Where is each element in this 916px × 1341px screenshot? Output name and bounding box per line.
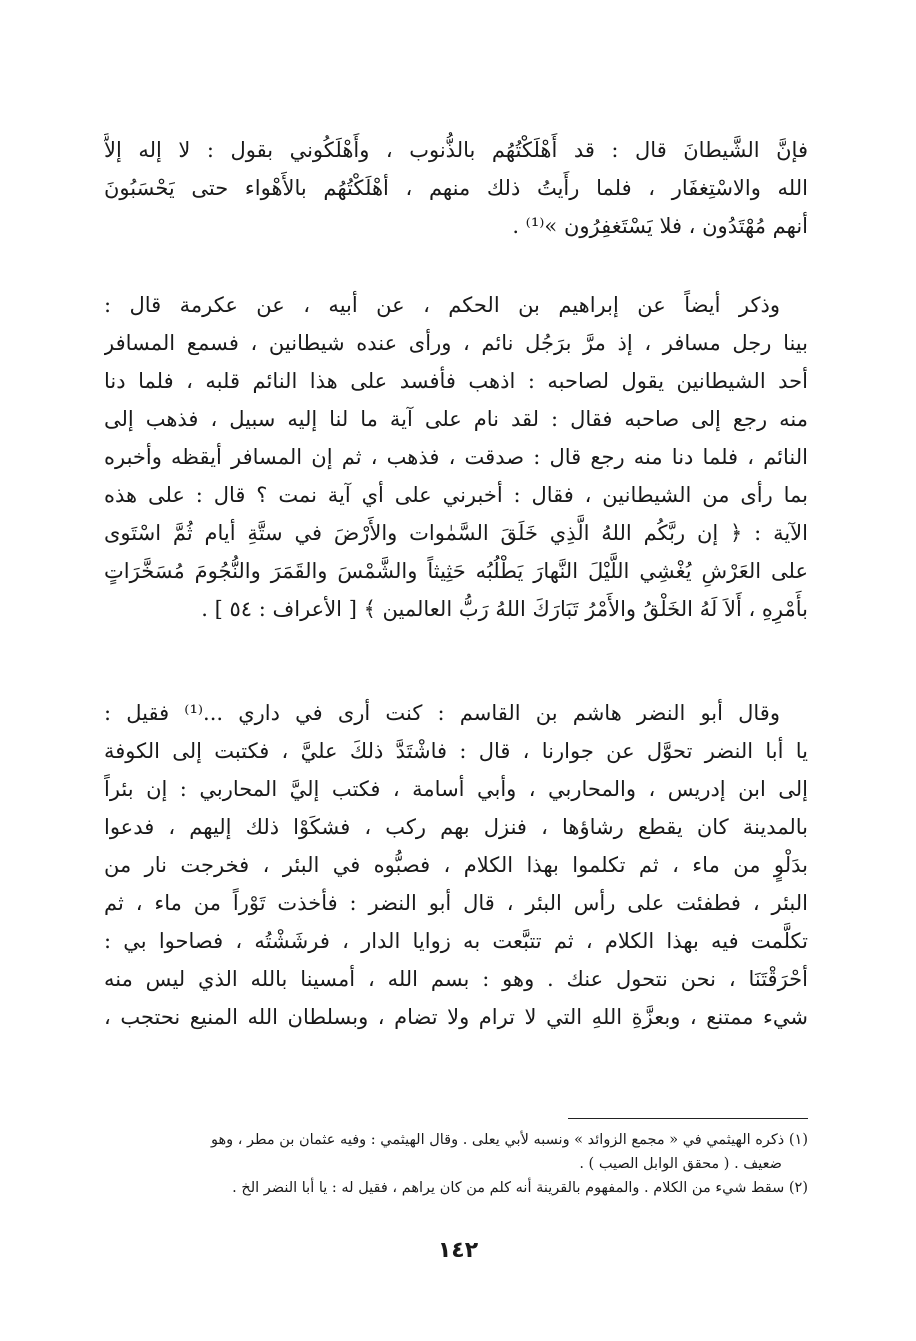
quran-verse-line: على العَرْشِ يُغْشِي اللَّيْلَ النَّهارَ يَطْلُبُه حَثِيثاً والشَّمْسَ والقَمَرَ والنُّجُومَ مُسَخَّرَاتٍ [104,559,808,583]
page-number: ١٤٢ [437,1238,479,1263]
quran-verse-line: الآية : ﴿ إن ربَّكُم اللهُ الَّذِي خَلَقَ السَّمٰوات والأَرْضَ في ستَّةِ أيام ثُمَّ اسْتَوى [104,521,808,545]
footnote-line: ضعيف . ( محقق الوابل الصيب ) . [579,1156,782,1172]
text-line: الله والاسْتِغفَار ، فلما رأَيتُ ذلك منهم ، أهْلَكْتُهُم بالأَهْواء حتى يَحْسَبُونَ [104,176,808,200]
text-line: منه رجع إلى صاحبه فقال : لقد نام على آية ما لنا إليه سبيل ، فذهب إلى [104,407,808,431]
text-line: يا أبا النضر تحوَّل عن جوارنا ، قال : فاشْتَدَّ ذلكَ عليَّ ، فكتبت إلى الكوفة [104,739,808,763]
quran-verse-line: بأَمْرِهِ ، أَلاَ لَهُ الخَلْقُ والأَمْرُ تَبَارَكَ اللهُ رَبُّ العالمين ﴾ [ الأعراف : ٥٤ ] . [201,597,808,621]
paragraph [104,694,808,1036]
footnote-divider [568,1118,808,1119]
text-line: بينا رجل مسافر ، إذ مرَّ برَجُل نائم ، ورأى عنده شيطانين ، فسمع المسافر [104,331,808,355]
footnote-line: (١) ذكره الهيثمي في « مجمع الزوائد » ونسبه لأبي يعلى . وقال الهيثمي : وفيه عثمان بن مطر ، وهو [210,1132,808,1148]
footnote-line: (٢) سقط شيء من الكلام . والمفهوم بالقرينة أنه كلم من كان يراهم ، فقيل له : يا أبا النضر الخ . [232,1180,808,1196]
text-line: البئر ، فطفئت على رأس البئر ، قال أبو النضر : فأخذت تَوْراً من ماء ، ثم [104,891,808,915]
text-line: أنهم مُهْتَدُون ، فلا يَسْتَغفِرُون »⁽¹⁾ . [512,214,808,238]
text-line: شيء ممتنع ، وبعزَّةِ اللهِ التي لا ترام ولا تضام ، وبسلطان الله المنيع نحتجب ، [104,1005,808,1029]
text-line: أحد الشيطانين يقول لصاحبه : اذهب فأفسد على هذا النائم قلبه ، فلما دنا [104,369,808,393]
text-line: وقال أبو النضر هاشم بن القاسم : كنت أرى في داري ...⁽¹⁾ فقيل : [104,701,780,725]
paragraph [104,286,808,628]
footnotes [104,1128,808,1200]
text-line: فإنَّ الشَّيطانَ قال : قد أَهْلَكْتُهُم بالذُّنوب ، وأَهْلَكُوني بقول : لا إله إلاَّ [104,138,808,162]
text-line: النائم ، فلما دنا منه رجع قال : صدقت ، فذهب ، ثم إن المسافر أيقظه وأخبره [104,445,808,469]
paragraph [104,131,808,245]
text-line: بالمدينة كان يقطع رشاؤها ، فنزل بهم ركب ، فشكَوْا ذلك إليهم ، فدعوا [104,815,808,839]
text-line: وذكر أيضاً عن إبراهيم بن الحكم ، عن أبيه ، عن عكرمة قال : [104,293,780,317]
text-line: أحْرَقْتَنَا ، نحن نتحول عنك . وهو : بسم الله ، أمسينا بالله الذي ليس منه [104,967,808,991]
text-line: بما رأى من الشيطانين ، فقال : أخبرني على أي آية نمت ؟ قال : على هذه [104,483,808,507]
text-line: إلى ابن إدريس ، والمحاربي ، وأبي أسامة ، فكتب إليَّ المحاربي : إن بئراً [104,777,808,801]
text-line: بدَلْوٍ من ماء ، ثم تكلموا بهذا الكلام ، فصبُّوه في البئر ، فخرجت نار من [104,853,808,877]
text-line: تكلَّمت فيه بهذا الكلام ، ثم تتبَّعت به زوايا الدار ، فرشَشْتُه ، فصاحوا بي : [104,929,808,953]
